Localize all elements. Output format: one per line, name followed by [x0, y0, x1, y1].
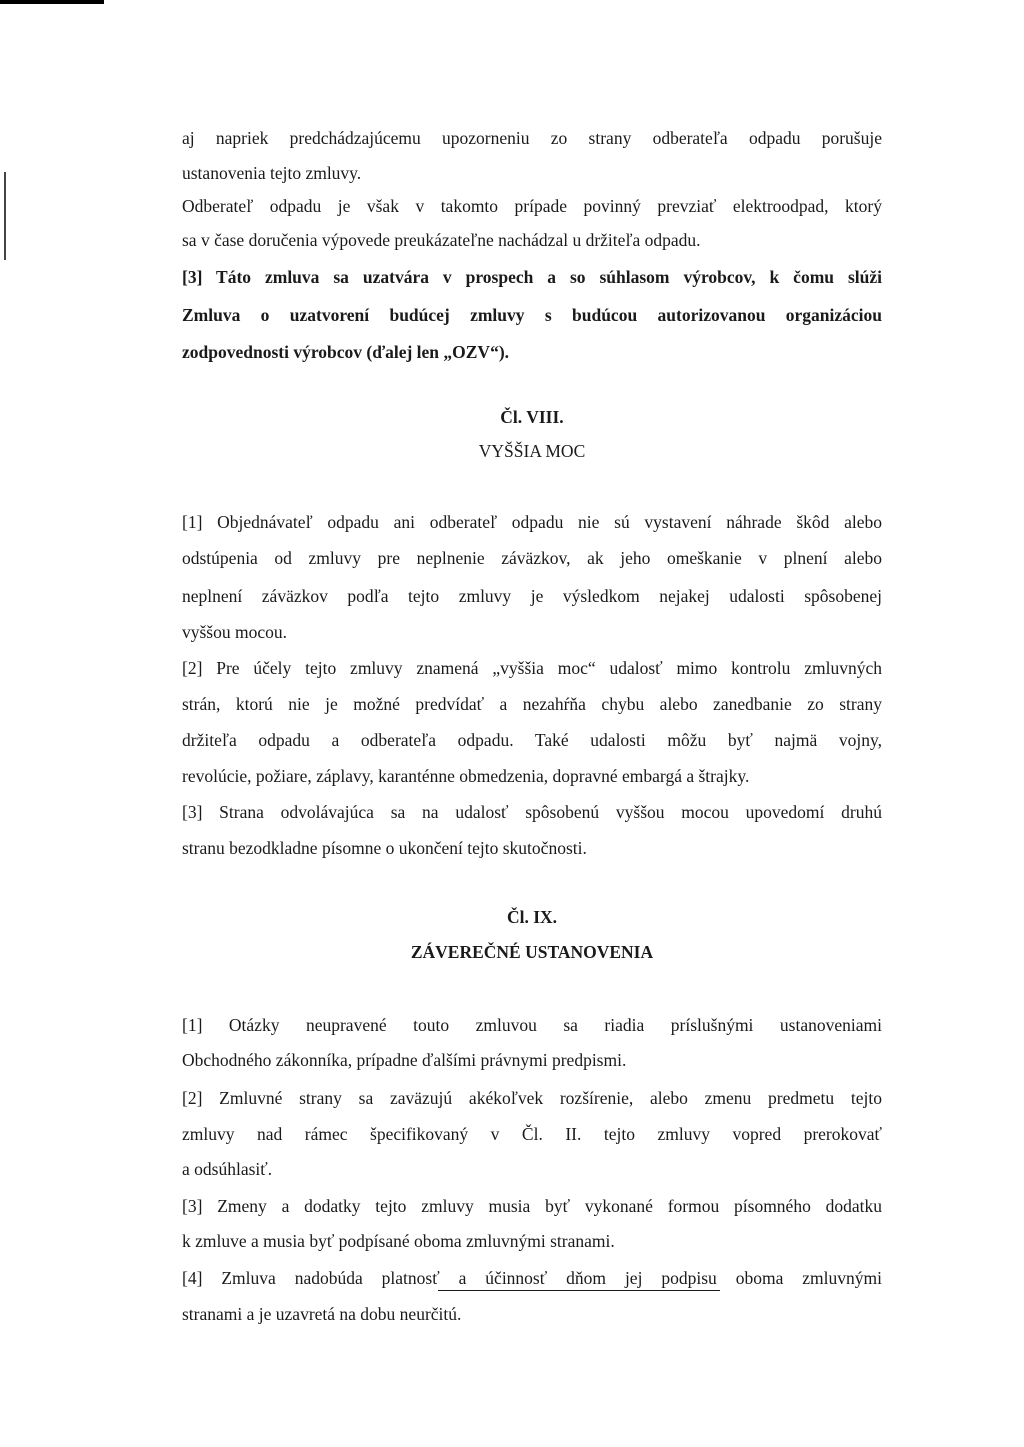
text-line: Zmluva o uzatvorení budúcej zmluvy s budúcou autorizovanou organizáciou	[182, 305, 882, 325]
text-line: stranami a je uzavretá na dobu neurčitú.	[182, 1304, 462, 1324]
section-heading: VYŠŠIA MOC	[478, 441, 586, 461]
text-line: [4] Zmluva nadobúda platnosť a účinnosť dňom jej podpisu oboma zmluvnými	[182, 1268, 882, 1288]
signature-underline	[438, 1290, 720, 1291]
text-line: k zmluve a musia byť podpísané oboma zmluvnými stranami.	[182, 1231, 615, 1251]
text-line: strán, ktorú nie je možné predvídať a nezahŕňa chybu alebo zanedbanie zo strany	[182, 694, 882, 714]
text-line: držiteľa odpadu a odberateľa odpadu. Také udalosti môžu byť najmä vojny,	[182, 730, 882, 750]
text-line: revolúcie, požiare, záplavy, karanténne obmedzenia, dopravné embargá a štrajky.	[182, 766, 750, 786]
text-line: [1] Otázky neupravené touto zmluvou sa riadia príslušnými ustanoveniami	[182, 1015, 882, 1035]
text-line: sa v čase doručenia výpovede preukázateľne nachádzal u držiteľa odpadu.	[182, 230, 701, 250]
text-line: [2] Pre účely tejto zmluvy znamená „vyššia moc“ udalosť mimo kontrolu zmluvných	[182, 658, 882, 678]
text-line: [3] Strana odvolávajúca sa na udalosť spôsobenú vyššou mocou upovedomí druhú	[182, 802, 882, 822]
section-heading: Čl. IX.	[506, 907, 558, 927]
section-heading: Čl. VIII.	[500, 407, 564, 427]
text-line: vyššou mocou.	[182, 622, 287, 642]
scan-margin-mark	[4, 172, 6, 260]
text-line: [3] Zmeny a dodatky tejto zmluvy musia byť vykonané formou písomného dodatku	[182, 1196, 882, 1216]
section-heading: ZÁVEREČNÉ USTANOVENIA	[410, 942, 654, 962]
text-line: aj napriek predchádzajúcemu upozorneniu zo strany odberateľa odpadu porušuje	[182, 128, 882, 148]
text-line: Odberateľ odpadu je však v takomto prípade povinný prevziať elektroodpad, ktorý	[182, 196, 882, 216]
text-line: zmluvy nad rámec špecifikovaný v Čl. II. tejto zmluvy vopred prerokovať	[182, 1124, 882, 1144]
scan-edge-mark	[0, 0, 104, 4]
text-line: [3] Táto zmluva sa uzatvára v prospech a so súhlasom výrobcov, k čomu slúži	[182, 267, 882, 287]
text-line: a odsúhlasiť.	[182, 1159, 273, 1179]
text-line: [1] Objednávateľ odpadu ani odberateľ odpadu nie sú vystavení náhrade škôd alebo	[182, 512, 882, 532]
text-line: stranu bezodkladne písomne o ukončení tejto skutočnosti.	[182, 838, 587, 858]
text-line: zodpovednosti výrobcov (ďalej len „OZV“).	[182, 342, 510, 362]
text-line: odstúpenia od zmluvy pre neplnenie záväzkov, ak jeho omeškanie v plnení alebo	[182, 548, 882, 568]
text-line: ustanovenia tejto zmluvy.	[182, 163, 362, 183]
text-line: Obchodného zákonníka, prípadne ďalšími právnymi predpismi.	[182, 1050, 627, 1070]
text-line: neplnení záväzkov podľa tejto zmluvy je výsledkom nejakej udalosti spôsobenej	[182, 586, 882, 606]
text-line: [2] Zmluvné strany sa zaväzujú akékoľvek rozšírenie, alebo zmenu predmetu tejto	[182, 1088, 882, 1108]
